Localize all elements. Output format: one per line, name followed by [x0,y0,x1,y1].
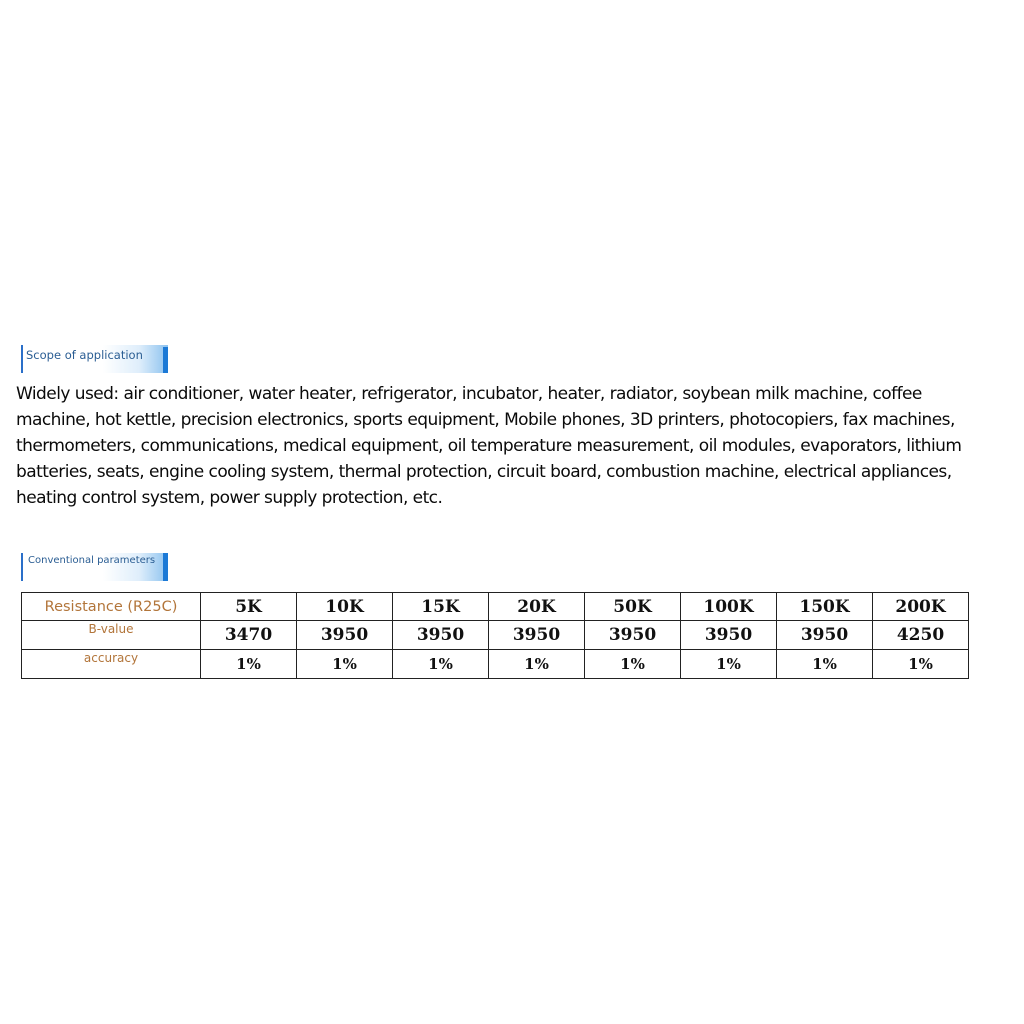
resistance-row [22,593,969,621]
b-value-cell: 3470 [201,621,297,650]
b-value-cell: 4250 [873,621,969,650]
b-value-label: B-value [22,621,201,650]
resistance-cell: 15K [393,593,489,621]
accent-bar [163,347,168,373]
b-value-cell: 3950 [297,621,393,650]
b-value-cell: 3950 [489,621,585,650]
accuracy-cell: 1% [489,650,585,679]
accuracy-cell: 1% [201,650,297,679]
b-value-cell: 3950 [681,621,777,650]
params-section-title: Conventional parameters [28,555,156,566]
parameters-table [21,592,969,679]
accuracy-cell: 1% [873,650,969,679]
resistance-cell: 100K [681,593,777,621]
resistance-cell: 200K [873,593,969,621]
resistance-cell: 50K [585,593,681,621]
resistance-cell: 20K [489,593,585,621]
resistance-cell: 5K [201,593,297,621]
scope-description: Widely used: air conditioner, water heater, refrigerator, incubator, heater, radiator, soybean milk machine, coffee machine, hot kettle, precision electronics, sports equipment, Mobile phones, 3D printers, photocopiers, fax machines, thermometers, communications, medical equipment, oil temperature measurement, oil modules, evaporators, lithium batteries, seats, engine cooling system, thermal protection, circuit board, combustion machine, electrical appliances, heating control system, power supply protection, etc. [16,384,962,508]
scope-section-title: Scope of application [26,348,143,362]
accuracy-row [22,650,969,679]
accuracy-cell: 1% [585,650,681,679]
params-section-header [21,553,168,581]
b-value-cell: 3950 [585,621,681,650]
b-value-cell: 3950 [393,621,489,650]
resistance-cell: 10K [297,593,393,621]
scope-section-header [21,345,168,373]
accuracy-label: accuracy [22,650,201,679]
accuracy-cell: 1% [681,650,777,679]
accuracy-cell: 1% [393,650,489,679]
accent-bar [163,553,168,581]
b-value-row [22,621,969,650]
accuracy-cell: 1% [777,650,873,679]
resistance-cell: 150K [777,593,873,621]
resistance-label: Resistance (R25C) [22,593,201,621]
accuracy-cell: 1% [297,650,393,679]
b-value-cell: 3950 [777,621,873,650]
